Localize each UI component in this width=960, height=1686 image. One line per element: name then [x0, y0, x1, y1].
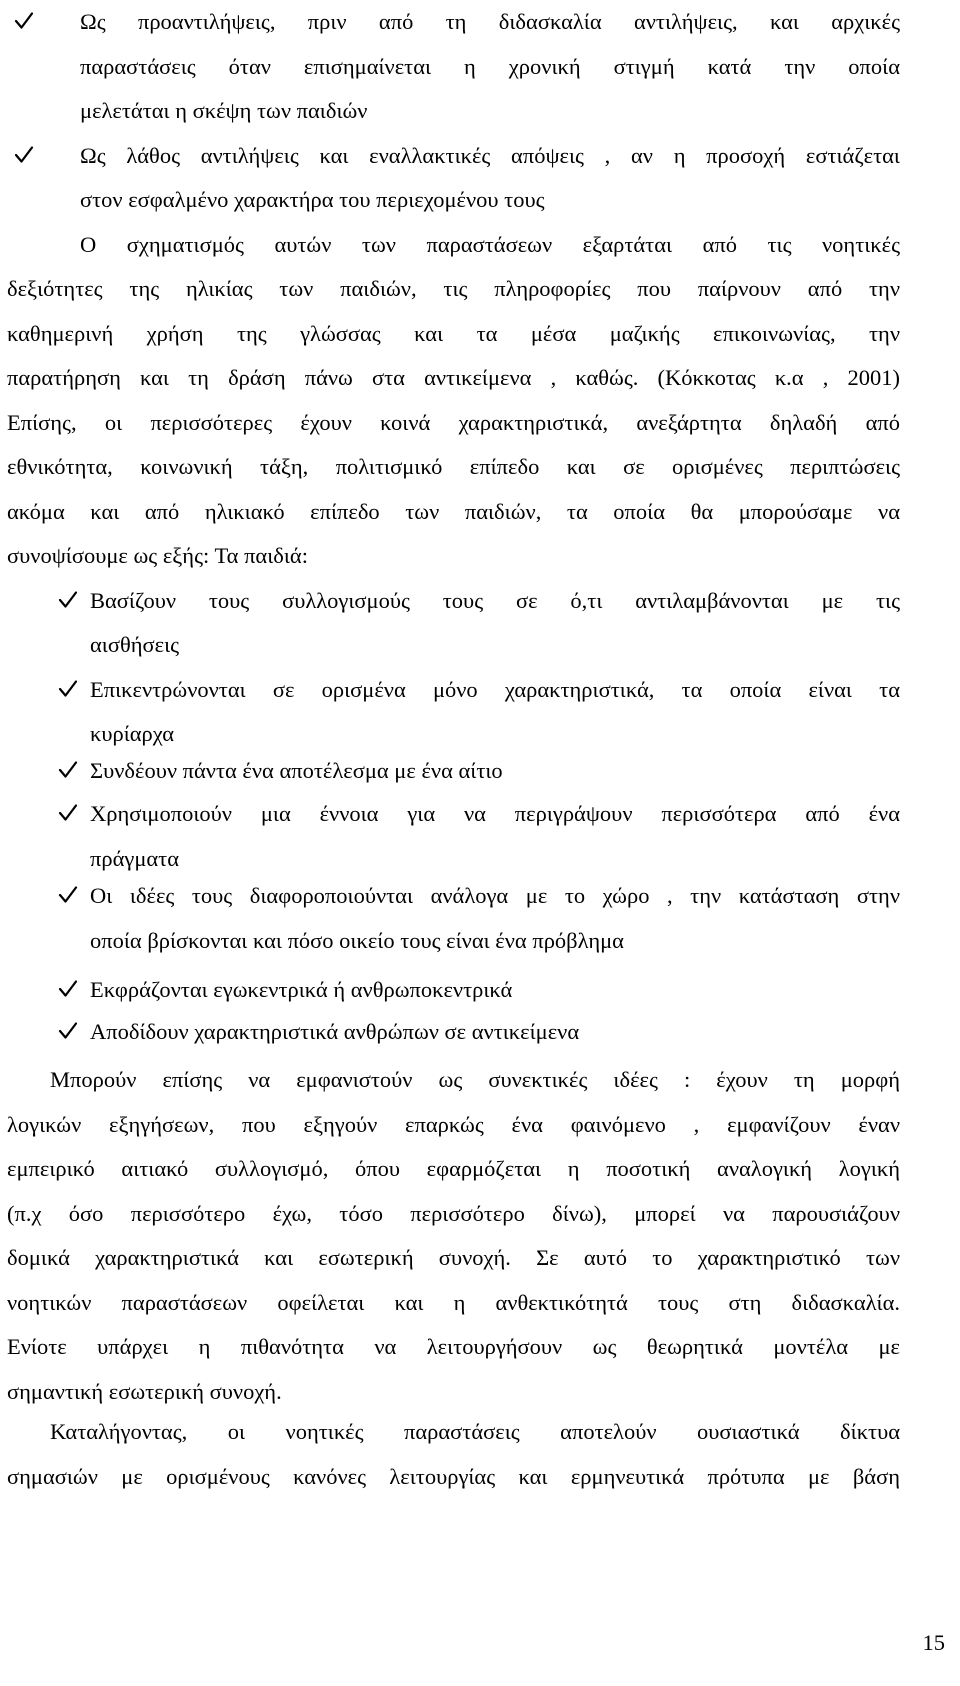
paragraph-line: Επίσης, οι περισσότερες έχουν κοινά χαρακτηριστικά, ανεξάρτητα δηλαδή από	[7, 409, 900, 435]
list-item-text: οποία βρίσκονται και πόσο οικείο τους είναι ένα πρόβλημα	[90, 927, 624, 953]
list-item-text: Ως προαντιλήψεις, πριν από τη διδασκαλία αντιλήψεις, και αρχικές	[80, 9, 900, 34]
list-item-text: παραστάσεις όταν επισημαίνεται η χρονική στιγμή κατά την οποία	[80, 53, 900, 79]
paragraph	[7, 223, 900, 401]
list-item-text: πράγματα	[90, 845, 180, 871]
checkmark-icon	[14, 11, 34, 31]
checkmark-icon	[58, 803, 78, 823]
paragraph-line: σημαντική εσωτερική συνοχή.	[7, 1378, 282, 1404]
checkmark-icon	[58, 679, 78, 699]
list-item-text: κυρίαρχα	[90, 721, 175, 746]
checkmark-icon	[14, 145, 34, 165]
paragraph-line: λογικών εξηγήσεων, που εξηγούν επαρκώς ένα φαινόμενο , εμφανίζουν έναν	[7, 1111, 900, 1137]
paragraph-line: (π.χ όσο περισσότερο έχω, τόσο περισσότερο δίνω), μπορεί να παρουσιάζουν	[7, 1200, 900, 1226]
checkmark-icon	[58, 885, 78, 905]
paragraph-line: ακόμα και από ηλικιακό επίπεδο των παιδιών, τα οποία θα μπορούσαμε να	[7, 498, 900, 524]
list-item-text: Εκφράζονται εγωκεντρικά ή ανθρωποκεντρικά	[90, 977, 513, 1002]
paragraph-line: νοητικών παραστάσεων οφείλεται και η ανθεκτικότητά τους στη διδασκαλία.	[7, 1289, 900, 1315]
list-item-text: μελετάται η σκέψη των παιδιών	[80, 98, 368, 123]
page-number: 15	[922, 1630, 945, 1655]
paragraph	[7, 401, 900, 579]
checkmark-icon	[58, 1021, 78, 1041]
paragraph	[7, 1410, 900, 1499]
list-item-text: Επικεντρώνονται σε ορισμένα μόνο χαρακτηριστικά, τα οποία είναι τα	[90, 676, 900, 702]
paragraph-line: δομικά χαρακτηριστικά και εσωτερική συνοχή. Σε αυτό το χαρακτηριστικό των	[7, 1245, 900, 1270]
list-item-text: Οι ιδέες τους διαφοροποιούνται ανάλογα με το χώρο , την κατάσταση στην	[90, 883, 900, 908]
list-item-text: Χρησιμοποιούν μια έννοια για να περιγράψουν περισσότερα από ένα	[90, 801, 900, 826]
paragraph-line: Καταλήγοντας, οι νοητικές παραστάσεις αποτελούν ουσιαστικά δίκτυα	[50, 1419, 900, 1444]
paragraph-line: δεξιότητες της ηλικίας των παιδιών, τις πληροφορίες που παίρνουν από την	[7, 276, 900, 301]
list-item-text: στον εσφαλμένο χαρακτήρα του περιεχομένου τους	[80, 187, 545, 212]
list-item-text: Συνδέουν πάντα ένα αποτέλεσμα με ένα αίτιο	[90, 757, 503, 783]
paragraph-line: συνοψίσουμε ως εξής: Τα παιδιά:	[7, 543, 308, 568]
paragraph-line: Μπορούν επίσης να εμφανιστούν ως συνεκτικές ιδέες : έχουν τη μορφή	[50, 1067, 900, 1092]
paragraph-line: εμπειρικό αιτιακό συλλογισμό, όπου εφαρμόζεται η ποσοτική αναλογική λογική	[7, 1156, 900, 1181]
paragraph-line: Ενίοτε υπάρχει η πιθανότητα να λειτουργήσουν ως θεωρητικά μοντέλα με	[7, 1334, 900, 1359]
paragraph	[7, 1058, 900, 1414]
list-item-text: Ως λάθος αντιλήψεις και εναλλακτικές απόψεις , αν η προσοχή εστιάζεται	[80, 142, 900, 168]
checkmark-icon	[58, 979, 78, 999]
list-item-text: Αποδίδουν χαρακτηριστικά ανθρώπων σε αντικείμενα	[90, 1019, 580, 1044]
list-item-text: αισθήσεις	[90, 632, 180, 657]
checkmark-icon	[58, 760, 78, 780]
paragraph-line: καθημερινή χρήση της γλώσσας και τα μέσα μαζικής επικοινωνίας, την	[7, 320, 900, 346]
paragraph-line: εθνικότητα, κοινωνική τάξη, πολιτισμικό επίπεδο και σε ορισμένες περιπτώσεις	[7, 454, 900, 479]
paragraph-line: Ο σχηματισμός αυτών των παραστάσεων εξαρτάται από τις νοητικές	[80, 231, 900, 257]
list-item-text: Βασίζουν τους συλλογισμούς τους σε ό,τι αντιλαμβάνονται με τις	[90, 587, 900, 613]
checkmark-icon	[58, 590, 78, 610]
paragraph-line: σημασιών με ορισμένους κανόνες λειτουργίας και ερμηνευτικά πρότυπα με βάση	[7, 1463, 900, 1489]
paragraph-line: παρατήρηση και τη δράση πάνω στα αντικείμενα , καθώς. (Κόκκοτας κ.α , 2001)	[7, 365, 900, 390]
